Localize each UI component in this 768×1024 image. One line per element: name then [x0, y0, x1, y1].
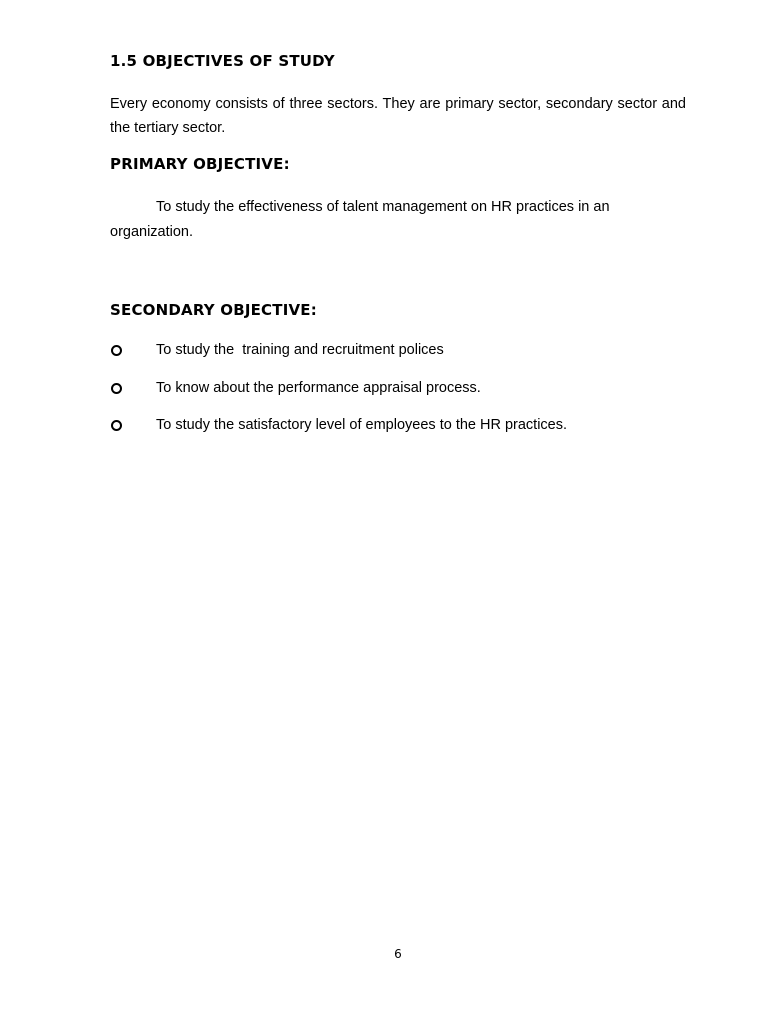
objective-text: To study the satisfactory level of employees to the HR practices. — [156, 417, 568, 433]
secondary-objective-heading: SECONDARY OBJECTIVE: — [110, 301, 317, 319]
circle-bullet-icon — [111, 383, 122, 394]
primary-objective-heading: PRIMARY OBJECTIVE: — [110, 155, 290, 173]
intro-paragraph: Every economy consists of three sectors. They are primary sector, secondary sector and the tertiary sector. — [110, 96, 686, 136]
list-item — [110, 378, 686, 416]
list-item — [110, 340, 686, 378]
objective-text: To study the training and recruitment polices — [156, 342, 444, 358]
list-item — [110, 415, 686, 453]
secondary-objective-list — [110, 340, 686, 453]
primary-objective-text: To study the effectiveness of talent management on HR practices in an organization. — [110, 199, 610, 240]
circle-bullet-icon — [111, 345, 122, 356]
objective-text: To know about the performance appraisal process. — [156, 379, 481, 396]
circle-bullet-icon — [111, 420, 122, 431]
section-title: 1.5 OBJECTIVES OF STUDY — [110, 52, 335, 70]
page-number: 6 — [394, 947, 402, 961]
